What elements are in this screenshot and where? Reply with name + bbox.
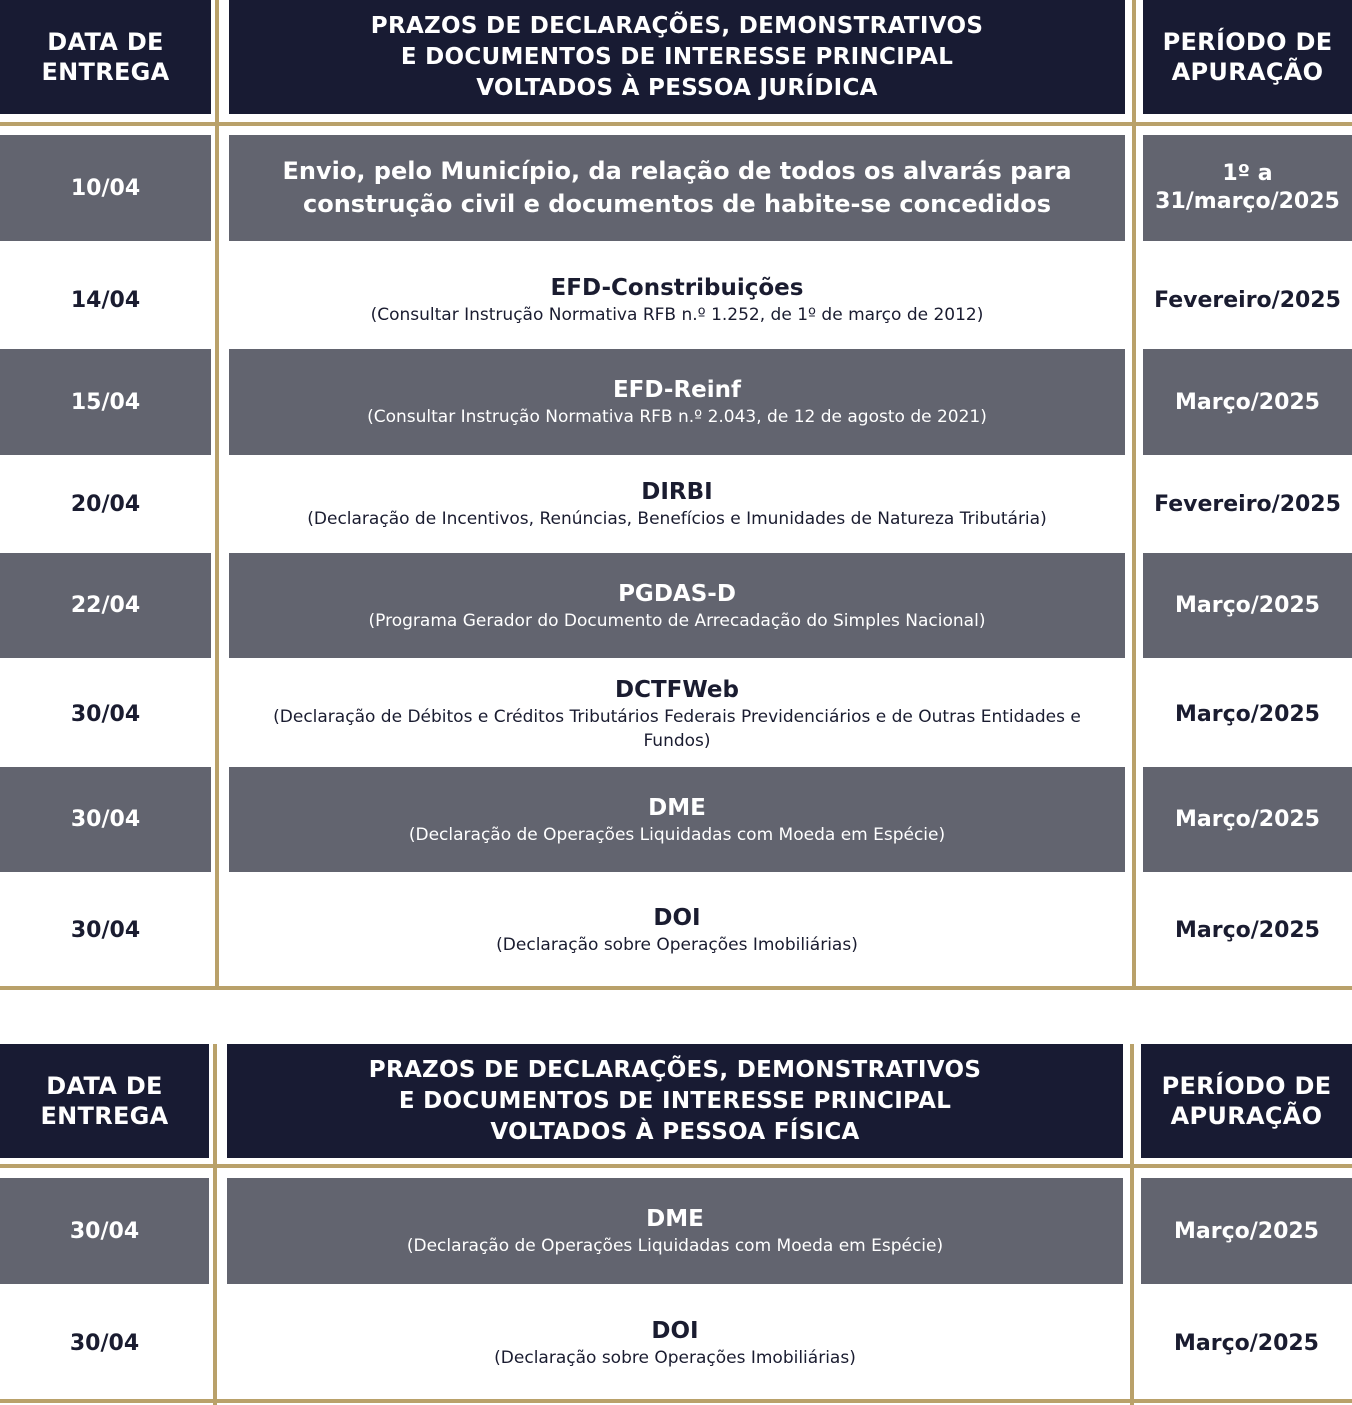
row-period: Março/2025	[1173, 1330, 1319, 1356]
table-pessoa-fisica	[0, 1044, 1352, 1405]
column-divider	[213, 1044, 217, 1405]
row-date: 30/04	[70, 807, 141, 832]
table-row-date	[0, 1290, 209, 1396]
table-row-desc	[229, 767, 1125, 872]
header-title-line: VOLTADOS À PESSOA JURÍDICA	[476, 74, 878, 101]
header-period-line: APURAÇÃO	[1171, 58, 1324, 86]
table-row-desc	[229, 872, 1125, 988]
header-periodo-apuracao	[1143, 0, 1352, 114]
table-row-period	[1143, 135, 1352, 241]
row-title: DOI	[653, 905, 701, 931]
header-divider	[0, 122, 1352, 126]
table-row-period	[1143, 662, 1352, 766]
table-row-period	[1141, 1178, 1352, 1284]
table-row-date	[0, 872, 211, 988]
row-subtitle: (Consultar Instrução Normativa RFB n.º 2.043, de 12 de agosto de 2021)	[367, 407, 987, 427]
header-date-line: ENTREGA	[40, 1102, 169, 1130]
column-divider	[1130, 1044, 1134, 1405]
table-row-date	[0, 662, 211, 766]
row-date: 30/04	[70, 917, 141, 943]
table-row-date	[0, 553, 211, 658]
row-title: EFD-Constribuições	[550, 275, 804, 301]
table-row-desc	[229, 247, 1125, 353]
table-row-desc	[229, 455, 1125, 553]
header-period-line: APURAÇÃO	[1170, 1102, 1323, 1130]
table-row-period	[1141, 1290, 1352, 1396]
row-date: 10/04	[70, 175, 141, 201]
header-title	[227, 1044, 1123, 1158]
row-period: Março/2025	[1174, 917, 1320, 943]
row-title: PGDAS-D	[618, 580, 736, 607]
table-row-date	[0, 349, 211, 455]
header-data-entrega	[0, 0, 211, 114]
row-period: Março/2025	[1174, 389, 1320, 415]
column-divider	[1132, 0, 1136, 990]
row-subtitle: (Declaração sobre Operações Imobiliárias)	[496, 935, 858, 955]
row-title: DOI	[651, 1318, 699, 1344]
row-period: Março/2025	[1174, 807, 1320, 832]
table-row-date	[0, 1178, 209, 1284]
row-period: Março/2025	[1174, 593, 1320, 618]
column-divider	[215, 0, 219, 990]
row-date: 22/04	[70, 593, 141, 618]
row-period: 1º a 31/março/2025	[1155, 161, 1340, 214]
table-row-period	[1143, 553, 1352, 658]
header-date-line: DATA DE	[47, 28, 164, 56]
row-date: 15/04	[70, 389, 141, 415]
header-period-line: PERÍODO DE	[1162, 28, 1333, 56]
table-row-desc	[229, 553, 1125, 658]
row-date: 14/04	[70, 287, 141, 313]
header-date-line: DATA DE	[46, 1072, 163, 1100]
table-row-desc	[227, 1290, 1123, 1396]
header-period-line: PERÍODO DE	[1161, 1072, 1332, 1100]
row-date: 30/04	[69, 1330, 140, 1356]
row-title: DCTFWeb	[615, 677, 739, 703]
header-title-line: VOLTADOS À PESSOA FÍSICA	[490, 1118, 860, 1145]
row-period: Março/2025	[1174, 701, 1320, 727]
row-title: DME	[648, 794, 706, 821]
row-period: Fevereiro/2025	[1154, 287, 1341, 313]
row-subtitle: (Consultar Instrução Normativa RFB n.º 1.252, de 1º de março de 2012)	[370, 305, 984, 325]
header-date-line: ENTREGA	[41, 58, 170, 86]
row-title: EFD-Reinf	[612, 377, 742, 403]
table-row-period	[1143, 455, 1352, 553]
header-title-line: PRAZOS DE DECLARAÇÕES, DEMONSTRATIVOS	[370, 12, 984, 39]
header-divider	[0, 1164, 1352, 1168]
table-row-period	[1143, 247, 1352, 353]
row-subtitle: (Declaração de Operações Liquidadas com Moeda em Espécie)	[408, 824, 946, 845]
header-title	[229, 0, 1125, 114]
table-row-desc	[229, 135, 1125, 241]
row-subtitle: (Declaração de Operações Liquidadas com Moeda em Espécie)	[406, 1236, 944, 1256]
header-title-line: PRAZOS DE DECLARAÇÕES, DEMONSTRATIVOS	[368, 1056, 982, 1083]
row-title: DIRBI	[641, 479, 713, 505]
row-title: DME	[646, 1206, 704, 1232]
table-row-date	[0, 135, 211, 241]
header-title-line: E DOCUMENTOS DE INTERESSE PRINCIPAL	[400, 43, 954, 70]
table-bottom-border	[0, 986, 1352, 990]
row-date: 30/04	[69, 1218, 140, 1244]
table-row-period	[1143, 767, 1352, 872]
table-row-period	[1143, 872, 1352, 988]
table-bottom-border	[0, 1399, 1352, 1403]
table-row-desc	[229, 662, 1125, 766]
row-date: 20/04	[70, 491, 141, 517]
row-subtitle: (Declaração de Débitos e Créditos Tributários Federais Previdenciários e de Outras Entidades e Fundos)	[273, 707, 1081, 751]
row-subtitle: (Declaração de Incentivos, Renúncias, Benefícios e Imunidades de Natureza Tributária)	[307, 509, 1047, 529]
row-subtitle: (Programa Gerador do Documento de Arrecadação do Simples Nacional)	[368, 610, 986, 631]
table-row-date	[0, 455, 211, 553]
header-data-entrega	[0, 1044, 209, 1158]
row-date: 30/04	[70, 701, 141, 727]
header-title-line: E DOCUMENTOS DE INTERESSE PRINCIPAL	[398, 1087, 952, 1114]
row-period: Março/2025	[1173, 1218, 1319, 1244]
table-row-date	[0, 767, 211, 872]
table-row-desc	[227, 1178, 1123, 1284]
row-period: Fevereiro/2025	[1154, 491, 1341, 517]
header-periodo-apuracao	[1141, 1044, 1352, 1158]
table-row-date	[0, 247, 211, 353]
row-subtitle: (Declaração sobre Operações Imobiliárias)	[494, 1348, 856, 1368]
table-row-period	[1143, 349, 1352, 455]
table-row-desc	[229, 349, 1125, 455]
row-title: Envio, pelo Município, da relação de todos os alvarás para construção civil e documentos de habite-se concedidos	[282, 157, 1072, 218]
